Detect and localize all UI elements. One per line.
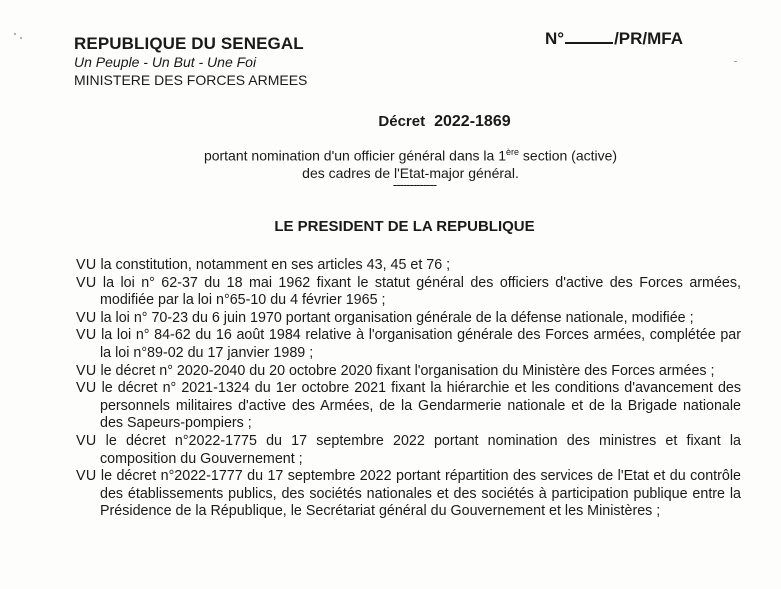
- consideration-text: la loi n° 84-62 du 16 août 1984 relative à l'organisation générale des Forces armées, complétée par la loi n°89-02 du 17 janvier 1989 ;: [100, 327, 741, 361]
- scan-speck: [20, 37, 22, 39]
- reference-suffix: /PR/MFA: [614, 29, 684, 48]
- national-motto: Un Peuple - Un But - Une Foi: [74, 54, 257, 70]
- president-heading: LE PRESIDENT DE LA REPUBLIQUE: [274, 218, 535, 235]
- reference-prefix: N°: [545, 29, 565, 48]
- considerations-list: [76, 257, 741, 521]
- vu-prefix: VU: [76, 274, 97, 291]
- consideration-text: la constitution, notamment en ses articles 43, 45 et 76 ;: [100, 257, 451, 273]
- decree-number: 2022-1869: [434, 113, 511, 130]
- ordinal-superscript: ère: [506, 147, 520, 157]
- decree-label: Décret: [378, 113, 426, 130]
- country-name: REPUBLIQUE DU SENEGAL: [74, 34, 304, 53]
- vu-prefix: VU: [76, 309, 97, 326]
- purpose-line-2: des cadres de l'Etat-major général.: [302, 164, 519, 181]
- consideration-item: [76, 380, 741, 433]
- vu-prefix: VU: [76, 257, 97, 273]
- consideration-item: [76, 468, 741, 521]
- consideration-text: le décret n°2022-1775 du 17 septembre 2022 portant nomination des ministres et fixant la composition du Gouvernement ;: [100, 432, 741, 467]
- consideration-item: [76, 310, 741, 328]
- consideration-item: [76, 257, 741, 275]
- scan-speck: [14, 33, 16, 35]
- separator-dashes: -------------: [392, 177, 437, 192]
- vu-prefix: VU: [76, 380, 97, 397]
- letterhead: [74, 34, 307, 89]
- consideration-text: la loi n° 70-23 du 6 juin 1970 portant organisation générale de la défense nationale, modifiée ;: [100, 309, 694, 326]
- consideration-text: la loi n° 62-37 du 18 mai 1962 fixant le statut général des officiers d'active des Forces armées, modifiée par la loi n°65-10 du 4 février 1965 ;: [100, 274, 741, 309]
- reference-number: [545, 28, 683, 49]
- consideration-item: [76, 363, 741, 381]
- purpose-line-1: portant nomination d'un officier général dans la 1ère section (active): [203, 147, 618, 164]
- decree-purpose: [0, 144, 781, 182]
- vu-prefix: VU: [76, 327, 97, 344]
- consideration-item: [76, 275, 741, 310]
- consideration-text: le décret n° 2021-1324 du 1er octobre 2021 fixant la hiérarchie et les conditions d'avancement des personnels militaires d'active des Armées, de la Gendarmerie nationale et de la Brigade nationale des Sapeurs-pompiers ;: [100, 380, 741, 432]
- ministry-name: MINISTERE DES FORCES ARMEES: [74, 72, 308, 88]
- vu-prefix: VU: [76, 432, 97, 449]
- consideration-item: [76, 433, 741, 468]
- vu-prefix: VU: [76, 362, 97, 379]
- consideration-item: [76, 327, 741, 362]
- decree-title: [0, 113, 781, 131]
- reference-blank: [565, 28, 613, 44]
- vu-prefix: VU: [76, 468, 97, 485]
- consideration-text: le décret n°2022-1777 du 17 septembre 2022 portant répartition des services de l'Etat et du contrôle des établissements publics, des sociétés nationales et des sociétés à participation publique entre la Présidence de la République, le Secrétariat général du Gouvernement et les Ministères ;: [100, 468, 741, 520]
- consideration-text: le décret n° 2020-2040 du 20 octobre 2020 fixant l'organisation du Ministère des Forces armées ;: [100, 362, 715, 379]
- scan-speck: [734, 61, 737, 62]
